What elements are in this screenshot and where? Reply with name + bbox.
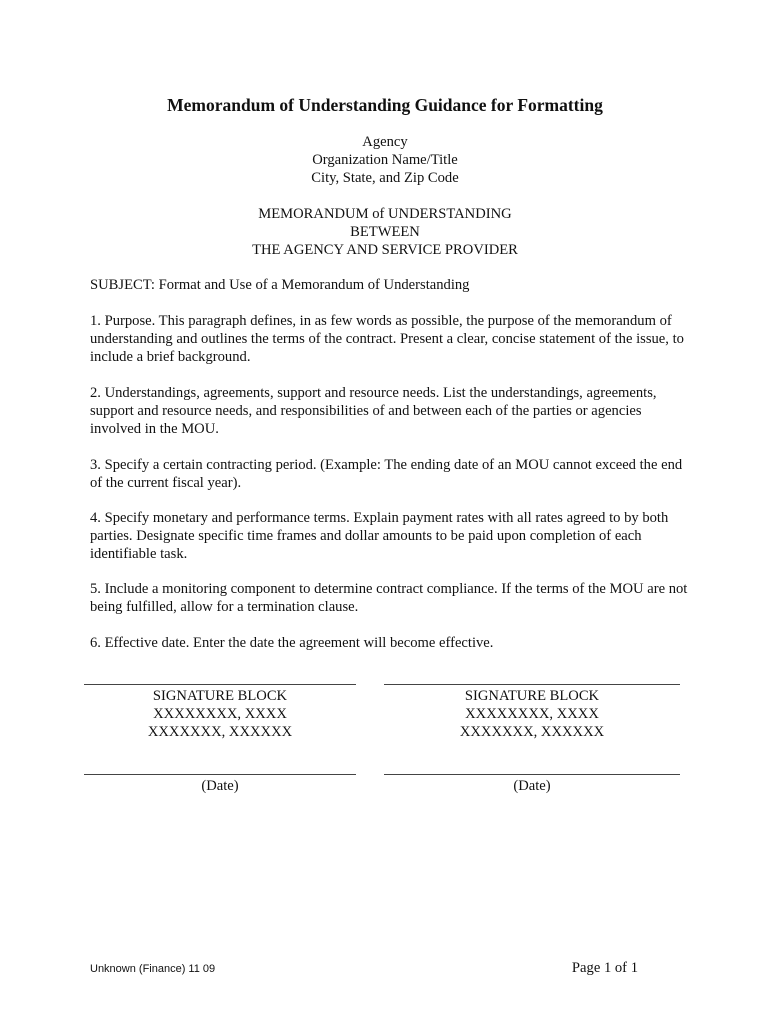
- date-label-right: (Date): [513, 778, 551, 794]
- date-line-right: [384, 774, 680, 775]
- paragraph-monitoring: 5. Include a monitoring component to determine contract compliance. If the terms of the MOU are not being fulfilled, allow for a termination clause.: [90, 581, 688, 615]
- page-number: Page 1 of 1: [571, 960, 638, 976]
- signature-line-right: [384, 684, 680, 685]
- signature-title-right: XXXXXXX, XXXXXX: [459, 724, 605, 740]
- address-city-state-zip: City, State, and Zip Code: [311, 170, 459, 186]
- memo-line-2: BETWEEN: [350, 224, 420, 240]
- signature-title-left: XXXXXXX, XXXXXX: [147, 724, 293, 740]
- signature-name-left: XXXXXXXX, XXXX: [153, 706, 287, 722]
- address-organization: Organization Name/Title: [312, 152, 458, 168]
- paragraph-monetary-terms: 4. Specify monetary and performance terms. Explain payment rates with all rates agreed to by both parties. Designate specific time frames and dollar amounts to be paid upon completion of each identifiable task.: [90, 510, 669, 562]
- memo-heading: [0, 205, 770, 259]
- memo-line-3: THE AGENCY AND SERVICE PROVIDER: [252, 242, 518, 258]
- signature-line-left: [84, 684, 356, 685]
- subject-line: SUBJECT: Format and Use of a Memorandum of Understanding: [90, 277, 470, 293]
- date-line-left: [84, 774, 356, 775]
- paragraph-effective-date: 6. Effective date. Enter the date the agreement will become effective.: [90, 635, 494, 651]
- date-label-left: (Date): [201, 778, 239, 794]
- signature-block-right: [384, 687, 680, 741]
- memo-line-1: MEMORANDUM of UNDERSTANDING: [258, 206, 512, 222]
- signature-name-right: XXXXXXXX, XXXX: [465, 706, 599, 722]
- footer-form-id: Unknown (Finance) 11 09: [90, 963, 216, 975]
- paragraph-understandings: 2. Understandings, agreements, support and resource needs. List the understandings, agreements, support and resource needs, and responsibilities of and between each of the parties or agencies involved in the MOU.: [90, 385, 657, 437]
- address-block: [0, 133, 770, 187]
- paragraph-contracting-period: 3. Specify a certain contracting period. (Example: The ending date of an MOU cannot exceed the end of the current fiscal year).: [90, 457, 683, 491]
- signature-heading-left: SIGNATURE BLOCK: [152, 688, 288, 704]
- signature-heading-right: SIGNATURE BLOCK: [464, 688, 600, 704]
- address-agency: Agency: [362, 134, 408, 150]
- signature-block-left: [84, 687, 356, 741]
- paragraph-purpose: 1. Purpose. This paragraph defines, in as few words as possible, the purpose of the memorandum of understanding and outlines the terms of the contract. Present a clear, concise statement of the issue, to include a brief background.: [90, 313, 684, 365]
- document-title: Memorandum of Understanding Guidance for Formatting: [167, 95, 603, 115]
